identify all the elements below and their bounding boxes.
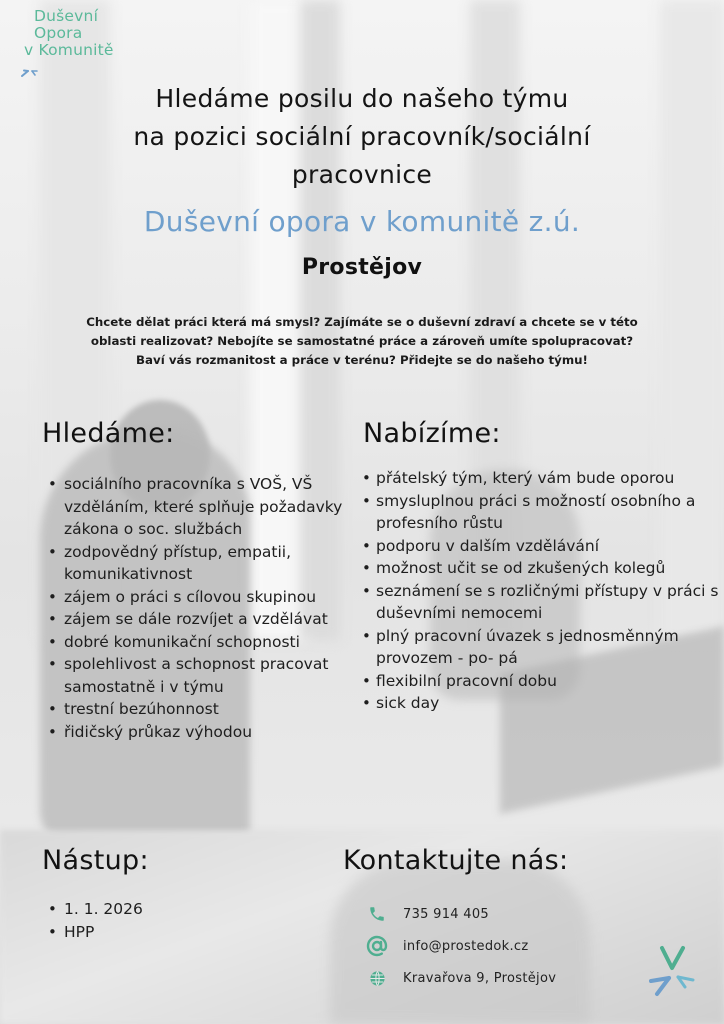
list-item: • 1. 1. 2026 [40,898,300,921]
contact-email[interactable] [365,930,685,962]
logo-line-1: Duševní [34,7,99,25]
intro-line: Baví vás rozmanitost a práce v terénu? Přidejte se do našeho týmu! [136,353,588,367]
intro-text [30,313,694,370]
hledame-heading: Hledáme: [42,418,175,449]
nastup-list [40,898,300,943]
list-item: • řidičský průkaz výhodou [40,721,350,744]
list-item: • smysluplnou práci s možností osobního a profesního růstu [354,490,724,535]
contact-list [365,898,685,994]
nastup-heading: Nástup: [42,845,149,876]
title-line-2: na pozici sociální pracovník/sociální [133,122,591,151]
intro-line: Chcete dělat práci která má smysl? Zajímáte se o duševní zdraví a chcete se v této [86,315,638,329]
list-item: • zodpovědný přístup, empatii, komunikativnost [40,541,350,586]
globe-icon [365,966,389,990]
title-line-1: Hledáme posilu do našeho týmu [155,84,569,113]
phone-number[interactable]: 735 914 405 [403,906,490,922]
organization-name: Duševní opora v komunitě z.ú. [143,205,581,238]
list-item: • trestní bezúhonnost [40,698,350,721]
list-item: • sociálního pracovníka s VOŠ, VŠ vzděláním, které splňuje požadavky zákona o soc. službách [40,473,350,541]
title-line-3: pracovnice [291,160,433,189]
list-item: • flexibilní pracovní dobu [354,670,724,693]
logo-line-2: Opora [34,24,83,42]
list-item: • sick day [354,692,724,715]
at-sign-icon [365,934,389,958]
logo-mark-icon [20,56,40,78]
logo-text [12,8,152,59]
list-item: • podporu v dalším vzdělávání [354,535,724,558]
list-item: • zájem se dále rozvíjet a vzdělávat [40,608,350,631]
list-item: • možnost učit se od zkušených kolegů [354,557,724,580]
list-item: • seznámení se s rozličnými přístupy v práci s duševními nemocemi [354,580,724,625]
intro-line: oblasti realizovat? Nebojíte se samostatné práce a zároveň umíte spolupracovat? [90,334,634,348]
city-name: Prostějov [301,255,423,280]
logo-mark-icon [645,940,705,1004]
list-item: • spolehlivost a schopnost pracovat samostatně i v týmu [40,653,350,698]
hledame-list [40,473,350,743]
list-item: • plný pracovní úvazek s jednosměnným provozem - po- pá [354,625,724,670]
logo [12,8,152,59]
contact-phone[interactable] [365,898,685,930]
list-item: • HPP [40,921,300,944]
list-item: • dobré komunikační schopnosti [40,631,350,654]
list-item: • přátelský tým, který vám bude oporou [354,467,724,490]
page-title [0,80,724,194]
nabizime-list [354,467,724,715]
address: Kravařova 9, Prostějov [403,970,557,986]
kontakt-heading: Kontaktujte nás: [343,845,569,876]
logo-line-3: v Komunitě [24,41,114,59]
phone-icon [365,902,389,926]
list-item: • zájem o práci s cílovou skupinou [40,586,350,609]
contact-address [365,962,685,994]
email-address[interactable]: info@prostedok.cz [403,938,529,954]
nabizime-heading: Nabízíme: [363,418,501,449]
